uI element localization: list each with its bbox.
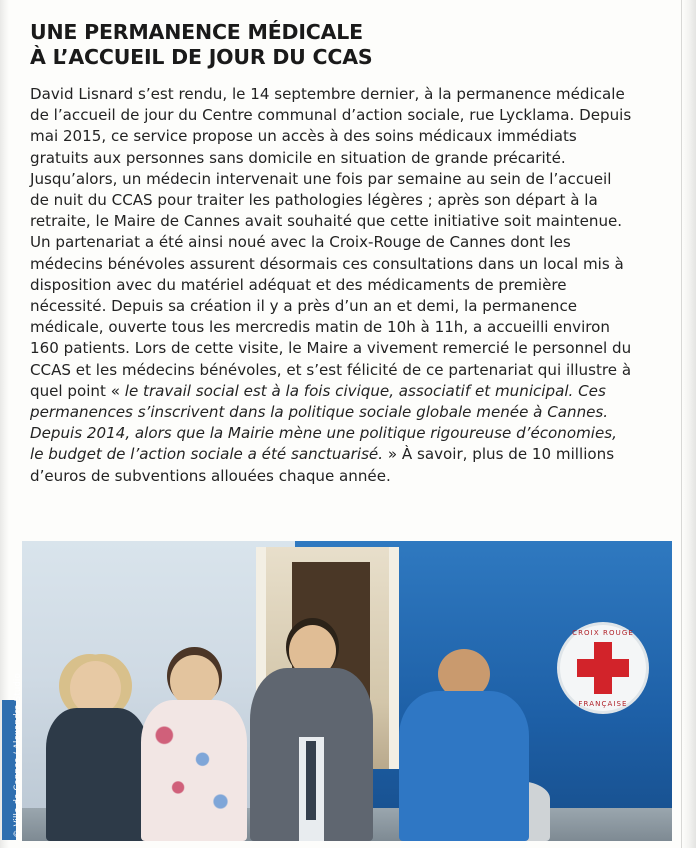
article-photo — [22, 541, 672, 841]
photo-person-man-blue-shirt — [399, 649, 529, 841]
red-cross-logo-bottom-text: FRANÇAISE — [578, 699, 628, 708]
photo-credit — [2, 673, 23, 840]
page-right-edge-shadow — [682, 0, 696, 848]
article-headline — [30, 20, 650, 70]
red-cross-logo-icon — [560, 625, 646, 711]
body-text-outro: » À savoir, plus de 10 millions d’euros de subventions allouées chaque année. — [30, 445, 615, 485]
photo-person-man-suit — [250, 625, 374, 841]
red-cross-horizontal-bar — [577, 659, 629, 678]
headline-line-2: À L’ACCUEIL DE JOUR DU CCAS — [30, 45, 373, 69]
body-text-quote: le travail social est à la fois civique, associatif et municipal. Ces permanences s’inscrivent dans la politique sociale globale menée à Cannes. Depuis 2014, alors que la Mairie mène une politique rigoureuse d’économies, le budget de l’action sociale a été sanctuarisé. — [30, 381, 617, 464]
photo-credit-text: © Ville de Cannes / Alexandra Studio — [13, 673, 23, 838]
photo-person-woman-floral — [139, 655, 250, 841]
photo-person-woman-left — [42, 661, 153, 841]
body-text-intro: David Lisnard s’est rendu, le 14 septembre dernier, à la permanence médicale de l’accueil de jour du Centre communal d’action sociale, rue Lycklama. Depuis mai 2015, ce service propose un accès à des soins médicaux immédiats gratuits aux personnes sans domicile en situation de grande précarité. Jusqu’alors, un médecin intervenait une fois par semaine au sein de l’accueil de nuit du CCAS pour traiter les pathologies légères ; après son départ à la retraite, le Maire de Cannes avait souhaité que cette initiative soit maintenue. Un partenariat a été ainsi noué avec la Croix-Rouge de Cannes dont les médecins bénévoles assurent désormais ces consultations dans un local mis à disposition avec du matériel adéquat et des médicaments de première nécessité. Depuis sa création il y a près d’un an et demi, la permanence médicale, ouverte tous les mercredis matin de 10h à 11h, a accueilli environ 160 patients. Lors de cette visite, le Maire a vivement remercié le personnel du CCAS et les médecins bénévoles, et s’est félicité de ce partenariat qui illustre à quel point « — [30, 85, 632, 400]
article-body — [30, 84, 634, 487]
page-gutter-line — [681, 0, 682, 848]
headline-line-1: UNE PERMANENCE MÉDICALE — [30, 20, 363, 44]
red-cross-logo-top-text: CROIX ROUGE — [572, 629, 634, 638]
